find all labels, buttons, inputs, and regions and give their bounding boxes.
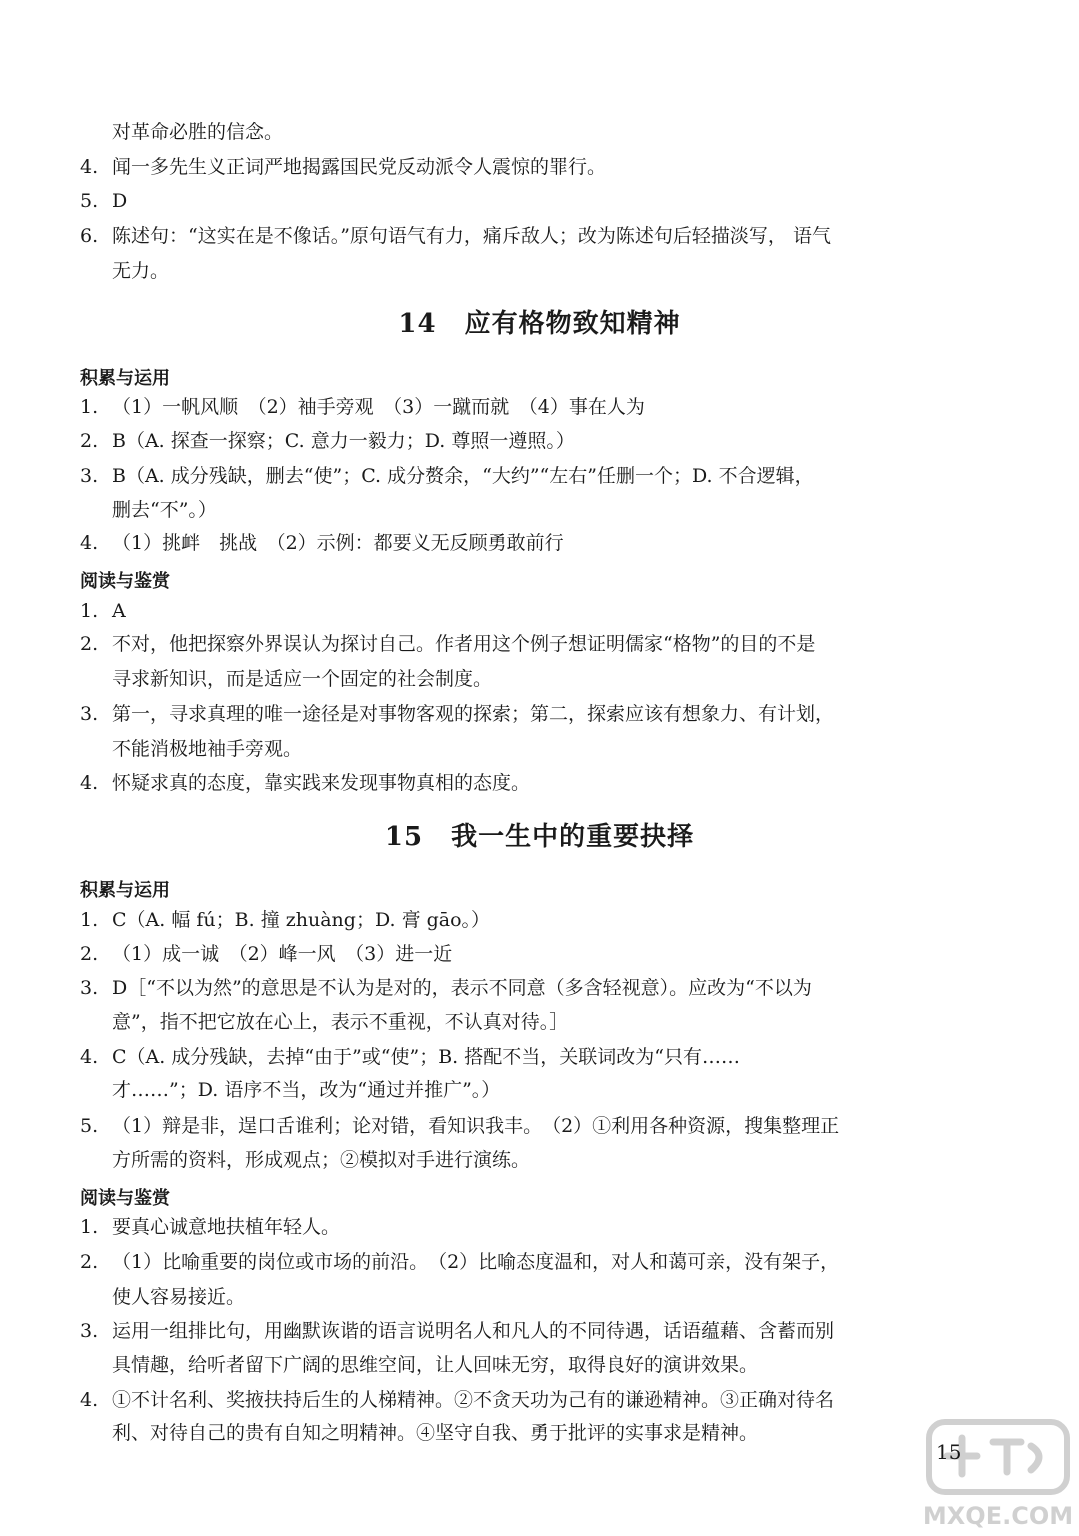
item-continuation: 方所需的资料，形成观点；②模拟对手进行演练。	[112, 1149, 531, 1171]
item-number: 1.	[80, 600, 99, 622]
lesson-title	[0, 816, 1079, 853]
answer-item	[80, 1318, 834, 1344]
item-text: 怀疑求真的态度，靠实践来发现事物真相的态度。	[112, 772, 531, 794]
item-text: （1）比喻重要的岗位或市场的前沿。 （2）比喻态度温和，对人和蔼可亲，没有架子，	[112, 1251, 840, 1273]
section-heading: 积累与运用	[80, 368, 170, 389]
item-text: （1）辩是非，逞口舌谁利；论对错，看知识我丰。 （2）①利用各种资源，搜集整理正	[112, 1115, 840, 1137]
answer-item	[80, 975, 812, 1001]
answer-item	[80, 428, 575, 454]
answer-stamp-logo-icon	[923, 1416, 1073, 1534]
answer-item	[80, 701, 834, 727]
item-text: ①不计名利、奖掖扶持后生的人梯精神。②不贪天功为己有的谦逊精神。③正确对待名	[112, 1389, 835, 1411]
item-text: C（A. 成分残缺，去掉“由于”或“使”；B. 搭配不当，关联词改为“只有……	[112, 1046, 740, 1068]
answer-item	[80, 631, 815, 657]
item-continuation: 寻求新知识，而是适应一个固定的社会制度。	[112, 668, 493, 690]
item-number: 4.	[80, 532, 99, 554]
item-text: （1）挑衅 挑战 （2）示例：都要义无反顾勇敢前行	[112, 532, 564, 554]
answer-item	[80, 463, 814, 489]
page-number: 15	[936, 1440, 962, 1464]
answer-item	[80, 1249, 839, 1275]
section-heading: 阅读与鉴赏	[80, 1188, 170, 1209]
item-number: 3.	[80, 977, 99, 999]
item-continuation: 不能消极地袖手旁观。	[112, 738, 303, 760]
item-number: 4.	[80, 772, 99, 794]
item-text: 闻一多先生义正词严地揭露国民党反动派令人震惊的罪行。	[112, 156, 607, 178]
item-number: 5.	[80, 1115, 99, 1137]
answer-item	[80, 394, 645, 420]
item-number: 4.	[80, 1389, 99, 1411]
item-text: C（A. 幅 fú；B. 撞 zhuàng；D. 膏 gāo。）	[112, 909, 491, 931]
item-number: 2.	[80, 943, 99, 965]
answer-item	[80, 907, 490, 933]
item-number: 3.	[80, 465, 99, 487]
answer-item	[80, 1044, 740, 1070]
item-number: 2.	[80, 633, 99, 655]
item-text: D	[112, 190, 128, 212]
item-text: 第一，寻求真理的唯一途径是对事物客观的探索；第二，探索应该有想象力、有计划，	[112, 703, 835, 725]
lesson-number: 14	[398, 309, 437, 339]
answer-item	[80, 223, 831, 249]
item-continuation: 无力。	[112, 260, 170, 282]
item-text: 要真心诚意地扶植年轻人。	[112, 1216, 341, 1238]
item-continuation: 利、对待自己的贵有自知之明精神。④坚守自我、勇于批评的实事求是精神。	[112, 1422, 759, 1444]
item-text: 不对，他把探察外界误认为探讨自己。作者用这个例子想证明儒家“格物”的目的不是	[112, 633, 816, 655]
item-continuation: 意”，指不把它放在心上，表示不重视，不认真对待。］	[112, 1011, 569, 1033]
section-heading: 阅读与鉴赏	[80, 571, 170, 592]
answer-item	[80, 154, 606, 180]
item-number: 5.	[80, 190, 99, 212]
item-text: 陈述句：“这实在是不像话。”原句语气有力，痛斥敌人；改为陈述句后轻描淡写， 语气	[112, 225, 831, 247]
item-text: B（A. 成分残缺，删去“使”；C. 成分赘余，“大约”“左右”任删一个；D. 不合逻辑，	[112, 465, 814, 487]
lesson-title	[0, 303, 1079, 340]
item-text: 运用一组排比句，用幽默诙谐的语言说明名人和凡人的不同待遇，话语蕴藉、含蓄而别	[112, 1320, 835, 1342]
answer-continuation: 对革命必胜的信念。	[112, 121, 284, 143]
answer-item	[80, 530, 564, 556]
item-continuation: 删去“不”。）	[112, 499, 217, 521]
section-heading: 积累与运用	[80, 880, 170, 901]
item-continuation: 使人容易接近。	[112, 1286, 246, 1308]
item-text: A	[112, 600, 126, 622]
answer-item	[80, 1387, 834, 1413]
item-continuation: 才……”；D. 语序不当，改为“通过并推广”。）	[112, 1079, 501, 1101]
answer-item	[80, 1214, 340, 1240]
item-number: 1.	[80, 396, 99, 418]
item-text: （1）成一诚 （2）峰一风 （3）进一近	[112, 943, 453, 965]
item-continuation: 具情趣，给听者留下广阔的思维空间，让人回味无穷，取得良好的演讲效果。	[112, 1354, 759, 1376]
lesson-number: 15	[384, 822, 424, 852]
answer-item	[80, 188, 127, 214]
item-number: 3.	[80, 1320, 99, 1342]
item-text: （1）一帆风顺 （2）袖手旁观 （3）一蹴而就 （4）事在人为	[112, 396, 645, 418]
item-number: 2.	[80, 430, 99, 452]
item-number: 4.	[80, 1046, 99, 1068]
item-text: B（A. 探查一探察；C. 意力一毅力；D. 尊照一遵照。）	[112, 430, 575, 452]
item-text: D［“不以为然”的意思是不认为是对的，表示不同意（多含轻视意）。应改为“不以为	[112, 977, 812, 999]
watermark-text: MXQE.COM	[923, 1502, 1073, 1530]
item-number: 4.	[80, 156, 99, 178]
item-number: 2.	[80, 1251, 99, 1273]
item-number: 3.	[80, 703, 99, 725]
item-number: 6.	[80, 225, 99, 247]
answer-item	[80, 1113, 839, 1139]
item-number: 1.	[80, 909, 99, 931]
answer-item	[80, 598, 126, 624]
lesson-name: 我一生中的重要抉择	[451, 822, 695, 852]
answer-item	[80, 941, 452, 967]
lesson-name: 应有格物致知精神	[464, 309, 681, 339]
item-number: 1.	[80, 1216, 99, 1238]
answer-item	[80, 770, 530, 796]
